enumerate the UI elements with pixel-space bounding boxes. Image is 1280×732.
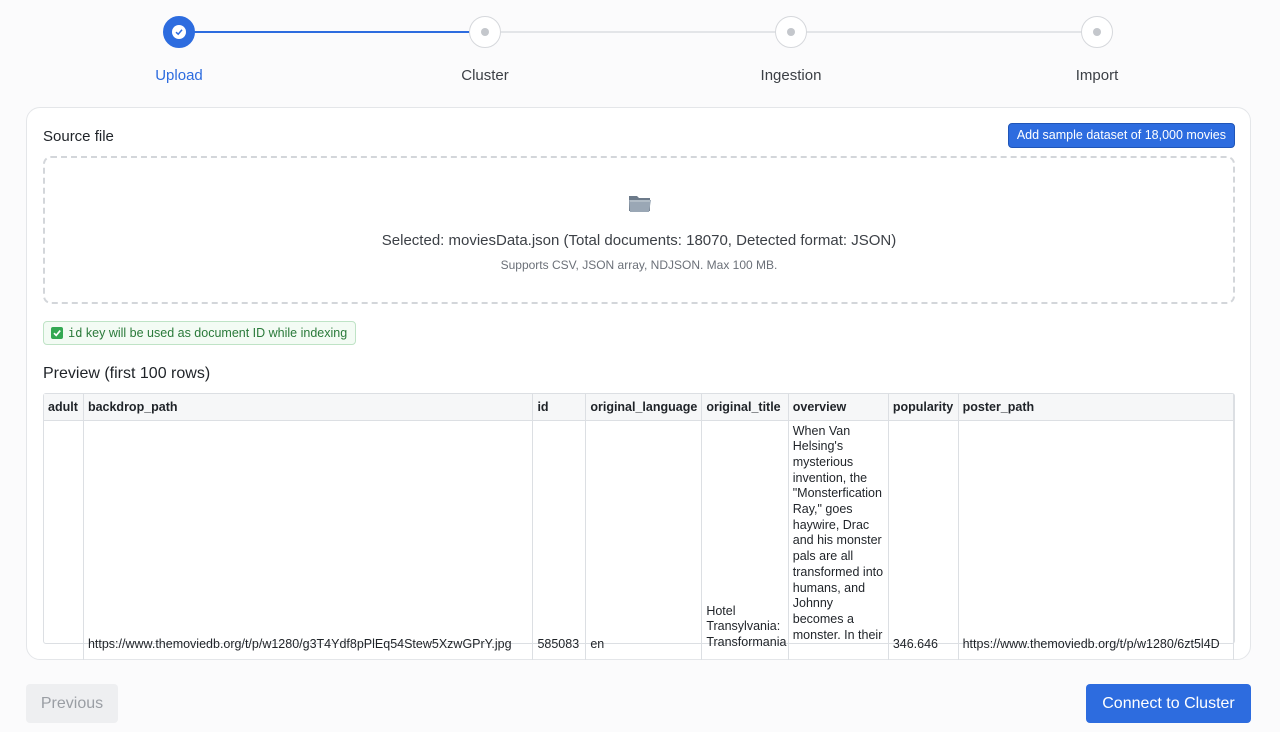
- step-label: Cluster: [461, 67, 509, 84]
- table-cell: When Van Helsing's mysterious invention, the "Monsterfication Ray," goes haywire, Drac and his monster pals are all transformed into humans, and Johnny becomes a monster. In their: [788, 420, 888, 660]
- dot-icon: [1093, 28, 1101, 36]
- column-header[interactable]: original_title: [702, 394, 788, 420]
- step-circle: [469, 16, 501, 48]
- table-cell: 585083: [533, 420, 586, 660]
- column-header[interactable]: popularity: [888, 394, 958, 420]
- step-label: Import: [1075, 67, 1119, 84]
- step-label: Ingestion: [760, 67, 822, 84]
- supported-formats-text: Supports CSV, JSON array, NDJSON. Max 100 MB.: [500, 258, 778, 272]
- table-cell: en: [586, 420, 702, 660]
- id-key-text: key will be used as document ID while indexing: [82, 326, 348, 340]
- step-circle: [163, 16, 195, 48]
- step-circle: [1081, 16, 1113, 48]
- dot-icon: [787, 28, 795, 36]
- column-header[interactable]: poster_path: [958, 394, 1233, 420]
- folder-icon: [628, 193, 652, 213]
- table-cell: https://www.themoviedb.org/t/p/w1280/6zt5l4D: [958, 420, 1233, 660]
- step-circle: [775, 16, 807, 48]
- table-row: [44, 420, 1234, 660]
- check-icon: [172, 25, 186, 39]
- table-cell: 346.646: [888, 420, 958, 660]
- column-header[interactable]: adult: [44, 394, 83, 420]
- column-header[interactable]: backdrop_path: [83, 394, 533, 420]
- column-header[interactable]: overview: [788, 394, 888, 420]
- step-ingestion[interactable]: [691, 16, 891, 84]
- table-cell: https://www.themoviedb.org/t/p/w1280/g3T4Ydf8pPlEq54Stew5XzwGPrY.jpg: [83, 420, 533, 660]
- step-cluster[interactable]: [385, 16, 585, 84]
- column-header[interactable]: original_language: [586, 394, 702, 420]
- source-file-title: Source file: [43, 128, 114, 145]
- connect-to-cluster-button[interactable]: Connect to Cluster: [1086, 684, 1251, 723]
- previous-button[interactable]: Previous: [26, 684, 118, 723]
- selected-file-text: Selected: moviesData.json (Total documents: 18070, Detected format: JSON): [381, 232, 897, 249]
- step-upload[interactable]: [79, 16, 279, 84]
- file-dropzone[interactable]: [43, 156, 1235, 304]
- check-box-icon: [51, 327, 63, 339]
- table-cell: [702, 420, 788, 660]
- cell-text: Hotel Transylvania: Transformania: [706, 603, 787, 649]
- table-cell: [44, 420, 83, 660]
- preview-table[interactable]: [43, 393, 1235, 652]
- dot-icon: [481, 28, 489, 36]
- id-key-code: id: [68, 326, 83, 340]
- id-key-notice: [43, 321, 356, 345]
- upload-card: [26, 107, 1251, 660]
- table-header-row: [44, 394, 1234, 420]
- preview-title: Preview (first 100 rows): [43, 365, 211, 382]
- progress-stepper: [0, 0, 1280, 100]
- step-label: Upload: [155, 67, 203, 84]
- add-sample-dataset-button[interactable]: Add sample dataset of 18,000 movies: [1008, 123, 1235, 148]
- column-header[interactable]: id: [533, 394, 586, 420]
- step-import[interactable]: [997, 16, 1197, 84]
